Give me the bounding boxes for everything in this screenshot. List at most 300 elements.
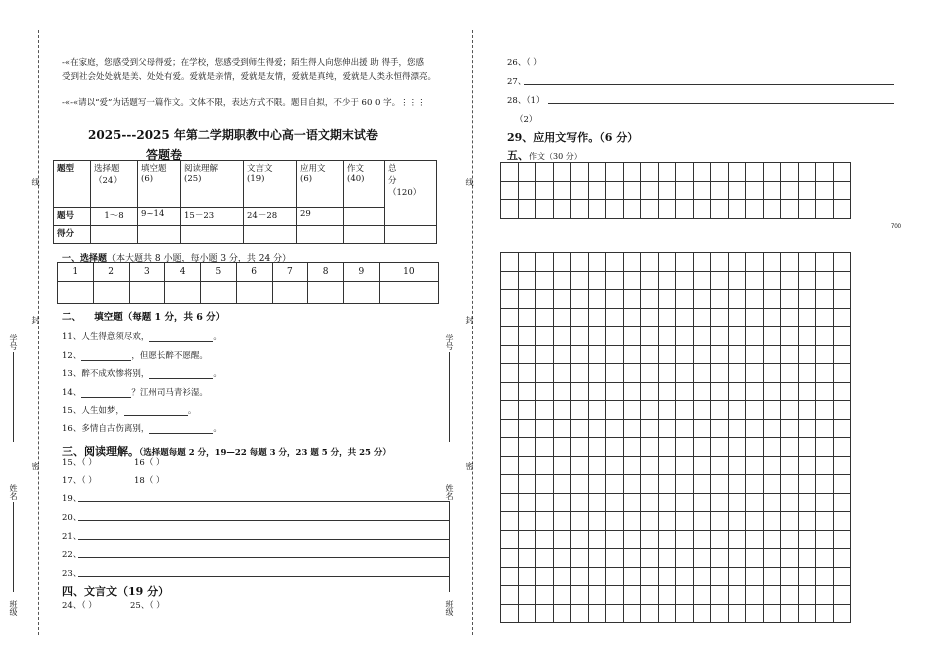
grid-cell[interactable]: [518, 271, 536, 290]
grid-cell[interactable]: [588, 327, 606, 346]
grid-cell[interactable]: [518, 567, 536, 586]
grid-cell[interactable]: [606, 456, 624, 475]
grid-cell[interactable]: [693, 586, 711, 605]
grid-cell[interactable]: [693, 308, 711, 327]
grid-cell[interactable]: [693, 567, 711, 586]
grid-cell[interactable]: [641, 290, 659, 309]
answer-line-22[interactable]: [78, 557, 450, 558]
grid-cell[interactable]: [553, 419, 571, 438]
grid-cell[interactable]: [833, 364, 851, 383]
grid-cell[interactable]: [606, 345, 624, 364]
grid-cell[interactable]: [676, 401, 694, 420]
grid-cell[interactable]: [763, 475, 781, 494]
answer-line-19[interactable]: [78, 501, 450, 502]
grid-cell[interactable]: [798, 493, 816, 512]
grid-cell[interactable]: [518, 604, 536, 623]
grid-cell[interactable]: [518, 493, 536, 512]
grid-cell[interactable]: [781, 512, 799, 531]
grid-cell[interactable]: [711, 475, 729, 494]
grid-cell[interactable]: [833, 401, 851, 420]
q17[interactable]: 17、（ ）: [62, 476, 97, 486]
grid-cell[interactable]: [798, 567, 816, 586]
grid-cell[interactable]: [641, 382, 659, 401]
grid-cell[interactable]: [798, 327, 816, 346]
grid-cell[interactable]: [833, 419, 851, 438]
grid-cell[interactable]: [658, 290, 676, 309]
grid-cell[interactable]: [693, 419, 711, 438]
grid-cell[interactable]: [571, 181, 589, 200]
grid-cell[interactable]: [553, 512, 571, 531]
grid-cell[interactable]: [711, 604, 729, 623]
grid-cell[interactable]: [536, 271, 554, 290]
grid-cell[interactable]: [798, 181, 816, 200]
grid-cell[interactable]: [833, 181, 851, 200]
grid-cell[interactable]: [536, 438, 554, 457]
grid-cell[interactable]: [816, 308, 834, 327]
grid-cell[interactable]: [816, 200, 834, 219]
grid-cell[interactable]: [693, 438, 711, 457]
grid-cell[interactable]: [781, 364, 799, 383]
grid-cell[interactable]: [763, 438, 781, 457]
grid-cell[interactable]: [728, 604, 746, 623]
grid-cell[interactable]: [553, 456, 571, 475]
grid-cell[interactable]: [816, 419, 834, 438]
grid-cell[interactable]: [798, 382, 816, 401]
fill-blank[interactable]: [81, 352, 131, 361]
grid-cell[interactable]: [641, 512, 659, 531]
grid-cell[interactable]: [816, 475, 834, 494]
grid-cell[interactable]: [833, 530, 851, 549]
grid-cell[interactable]: [623, 200, 641, 219]
grid-cell[interactable]: [588, 253, 606, 272]
grid-cell[interactable]: [641, 493, 659, 512]
grid-cell[interactable]: [518, 364, 536, 383]
grid-cell[interactable]: [518, 327, 536, 346]
grid-cell[interactable]: [676, 549, 694, 568]
grid-cell[interactable]: [746, 382, 764, 401]
grid-cell[interactable]: [623, 586, 641, 605]
grid-cell[interactable]: [536, 530, 554, 549]
grid-cell[interactable]: [658, 271, 676, 290]
grid-cell[interactable]: [816, 290, 834, 309]
grid-cell[interactable]: [816, 345, 834, 364]
grid-cell[interactable]: [501, 401, 519, 420]
choice-answer-cell[interactable]: [344, 282, 380, 304]
grid-cell[interactable]: [816, 382, 834, 401]
grid-cell[interactable]: [693, 163, 711, 182]
grid-cell[interactable]: [763, 549, 781, 568]
grid-cell[interactable]: [658, 401, 676, 420]
grid-cell[interactable]: [693, 530, 711, 549]
score-cell[interactable]: [344, 226, 385, 244]
grid-cell[interactable]: [763, 290, 781, 309]
grid-cell[interactable]: [658, 567, 676, 586]
grid-cell[interactable]: [588, 438, 606, 457]
grid-cell[interactable]: [781, 253, 799, 272]
grid-cell[interactable]: [571, 290, 589, 309]
grid-cell[interactable]: [728, 271, 746, 290]
grid-cell[interactable]: [781, 290, 799, 309]
grid-cell[interactable]: [658, 438, 676, 457]
grid-cell[interactable]: [501, 200, 519, 219]
grid-cell[interactable]: [781, 345, 799, 364]
grid-cell[interactable]: [571, 530, 589, 549]
q25[interactable]: 25、（ ）: [130, 601, 165, 611]
grid-cell[interactable]: [518, 475, 536, 494]
grid-cell[interactable]: [728, 586, 746, 605]
grid-cell[interactable]: [658, 308, 676, 327]
grid-cell[interactable]: [658, 253, 676, 272]
grid-cell[interactable]: [658, 163, 676, 182]
fill-blank[interactable]: [124, 407, 188, 416]
grid-cell[interactable]: [588, 181, 606, 200]
grid-cell[interactable]: [676, 586, 694, 605]
grid-cell[interactable]: [798, 345, 816, 364]
grid-cell[interactable]: [746, 438, 764, 457]
grid-cell[interactable]: [588, 549, 606, 568]
grid-cell[interactable]: [711, 530, 729, 549]
grid-cell[interactable]: [553, 271, 571, 290]
grid-cell[interactable]: [501, 253, 519, 272]
grid-cell[interactable]: [571, 456, 589, 475]
grid-cell[interactable]: [816, 163, 834, 182]
grid-cell[interactable]: [518, 438, 536, 457]
grid-cell[interactable]: [501, 604, 519, 623]
grid-cell[interactable]: [553, 567, 571, 586]
grid-cell[interactable]: [781, 438, 799, 457]
grid-cell[interactable]: [693, 364, 711, 383]
grid-cell[interactable]: [728, 200, 746, 219]
grid-cell[interactable]: [501, 475, 519, 494]
grid-cell[interactable]: [623, 419, 641, 438]
grid-cell[interactable]: [641, 181, 659, 200]
grid-cell[interactable]: [623, 604, 641, 623]
score-cell[interactable]: [244, 226, 297, 244]
grid-cell[interactable]: [676, 271, 694, 290]
grid-cell[interactable]: [641, 253, 659, 272]
grid-cell[interactable]: [746, 290, 764, 309]
grid-cell[interactable]: [501, 456, 519, 475]
grid-cell[interactable]: [606, 271, 624, 290]
grid-cell[interactable]: [763, 200, 781, 219]
q18[interactable]: 18（ ）: [134, 476, 165, 486]
grid-cell[interactable]: [501, 163, 519, 182]
grid-cell[interactable]: [798, 419, 816, 438]
grid-cell[interactable]: [658, 493, 676, 512]
grid-cell[interactable]: [781, 493, 799, 512]
grid-cell[interactable]: [623, 345, 641, 364]
grid-cell[interactable]: [658, 512, 676, 531]
grid-cell[interactable]: [606, 253, 624, 272]
grid-cell[interactable]: [536, 163, 554, 182]
grid-cell[interactable]: [676, 475, 694, 494]
grid-cell[interactable]: [571, 567, 589, 586]
grid-cell[interactable]: [553, 401, 571, 420]
grid-cell[interactable]: [693, 512, 711, 531]
grid-cell[interactable]: [693, 200, 711, 219]
grid-cell[interactable]: [641, 549, 659, 568]
grid-cell[interactable]: [641, 401, 659, 420]
grid-cell[interactable]: [641, 586, 659, 605]
grid-cell[interactable]: [588, 586, 606, 605]
grid-cell[interactable]: [746, 271, 764, 290]
grid-cell[interactable]: [833, 345, 851, 364]
grid-cell[interactable]: [763, 345, 781, 364]
grid-cell[interactable]: [676, 456, 694, 475]
grid-cell[interactable]: [536, 567, 554, 586]
grid-cell[interactable]: [781, 401, 799, 420]
grid-cell[interactable]: [641, 419, 659, 438]
grid-cell[interactable]: [711, 364, 729, 383]
grid-cell[interactable]: [728, 181, 746, 200]
grid-cell[interactable]: [781, 549, 799, 568]
grid-cell[interactable]: [798, 549, 816, 568]
grid-cell[interactable]: [711, 549, 729, 568]
grid-cell[interactable]: [728, 493, 746, 512]
grid-cell[interactable]: [518, 163, 536, 182]
grid-cell[interactable]: [693, 401, 711, 420]
grid-cell[interactable]: [641, 271, 659, 290]
grid-cell[interactable]: [536, 382, 554, 401]
grid-cell[interactable]: [588, 401, 606, 420]
grid-cell[interactable]: [798, 438, 816, 457]
grid-cell[interactable]: [728, 512, 746, 531]
grid-cell[interactable]: [571, 163, 589, 182]
grid-cell[interactable]: [763, 163, 781, 182]
grid-cell[interactable]: [816, 401, 834, 420]
grid-cell[interactable]: [798, 364, 816, 383]
grid-cell[interactable]: [606, 438, 624, 457]
grid-cell[interactable]: [711, 327, 729, 346]
grid-cell[interactable]: [571, 549, 589, 568]
grid-cell[interactable]: [641, 456, 659, 475]
grid-cell[interactable]: [501, 345, 519, 364]
grid-cell[interactable]: [676, 181, 694, 200]
grid-cell[interactable]: [518, 181, 536, 200]
grid-cell[interactable]: [536, 475, 554, 494]
grid-cell[interactable]: [641, 530, 659, 549]
grid-cell[interactable]: [833, 549, 851, 568]
grid-cell[interactable]: [746, 530, 764, 549]
grid-cell[interactable]: [571, 419, 589, 438]
grid-cell[interactable]: [781, 475, 799, 494]
grid-cell[interactable]: [693, 345, 711, 364]
grid-cell[interactable]: [623, 530, 641, 549]
grid-cell[interactable]: [833, 253, 851, 272]
grid-cell[interactable]: [746, 163, 764, 182]
grid-cell[interactable]: [763, 253, 781, 272]
choice-answer-cell[interactable]: [308, 282, 344, 304]
grid-cell[interactable]: [711, 163, 729, 182]
grid-cell[interactable]: [658, 200, 676, 219]
grid-cell[interactable]: [536, 512, 554, 531]
grid-cell[interactable]: [501, 181, 519, 200]
choice-answer-cell[interactable]: [129, 282, 165, 304]
grid-cell[interactable]: [571, 345, 589, 364]
choice-answer-cell[interactable]: [379, 282, 438, 304]
grid-cell[interactable]: [746, 308, 764, 327]
grid-cell[interactable]: [728, 308, 746, 327]
grid-cell[interactable]: [763, 530, 781, 549]
grid-cell[interactable]: [816, 327, 834, 346]
grid-cell[interactable]: [658, 345, 676, 364]
grid-cell[interactable]: [781, 308, 799, 327]
grid-cell[interactable]: [816, 549, 834, 568]
grid-cell[interactable]: [816, 181, 834, 200]
grid-cell[interactable]: [571, 253, 589, 272]
choice-answer-cell[interactable]: [272, 282, 308, 304]
grid-cell[interactable]: [501, 586, 519, 605]
grid-cell[interactable]: [833, 290, 851, 309]
grid-cell[interactable]: [798, 290, 816, 309]
grid-cell[interactable]: [571, 364, 589, 383]
grid-cell[interactable]: [728, 345, 746, 364]
grid-cell[interactable]: [711, 567, 729, 586]
grid-cell[interactable]: [501, 382, 519, 401]
grid-cell[interactable]: [676, 327, 694, 346]
answer-line-21[interactable]: [78, 539, 450, 540]
grid-cell[interactable]: [798, 163, 816, 182]
grid-cell[interactable]: [571, 401, 589, 420]
grid-cell[interactable]: [623, 364, 641, 383]
grid-cell[interactable]: [518, 290, 536, 309]
grid-cell[interactable]: [518, 530, 536, 549]
grid-cell[interactable]: [623, 401, 641, 420]
choice-answer-cell[interactable]: [236, 282, 272, 304]
grid-cell[interactable]: [781, 604, 799, 623]
grid-cell[interactable]: [798, 401, 816, 420]
grid-cell[interactable]: [553, 290, 571, 309]
fill-blank[interactable]: [81, 389, 131, 398]
grid-cell[interactable]: [606, 382, 624, 401]
grid-cell[interactable]: [606, 200, 624, 219]
grid-cell[interactable]: [571, 200, 589, 219]
answer-line-27[interactable]: [524, 84, 894, 85]
grid-cell[interactable]: [623, 327, 641, 346]
grid-cell[interactable]: [536, 419, 554, 438]
score-cell[interactable]: [385, 226, 437, 244]
grid-cell[interactable]: [746, 475, 764, 494]
grid-cell[interactable]: [693, 493, 711, 512]
grid-cell[interactable]: [623, 438, 641, 457]
grid-cell[interactable]: [693, 327, 711, 346]
grid-cell[interactable]: [676, 308, 694, 327]
grid-cell[interactable]: [728, 253, 746, 272]
grid-cell[interactable]: [798, 475, 816, 494]
grid-cell[interactable]: [781, 271, 799, 290]
grid-cell[interactable]: [798, 512, 816, 531]
grid-cell[interactable]: [816, 586, 834, 605]
answer-line-20[interactable]: [78, 520, 450, 521]
grid-cell[interactable]: [833, 475, 851, 494]
grid-cell[interactable]: [816, 530, 834, 549]
grid-cell[interactable]: [693, 290, 711, 309]
grid-cell[interactable]: [588, 512, 606, 531]
score-cell[interactable]: [297, 226, 344, 244]
grid-cell[interactable]: [606, 419, 624, 438]
grid-cell[interactable]: [833, 327, 851, 346]
grid-cell[interactable]: [746, 493, 764, 512]
grid-cell[interactable]: [623, 308, 641, 327]
grid-cell[interactable]: [728, 438, 746, 457]
grid-cell[interactable]: [676, 253, 694, 272]
grid-cell[interactable]: [606, 586, 624, 605]
grid-cell[interactable]: [711, 200, 729, 219]
grid-cell[interactable]: [833, 493, 851, 512]
grid-cell[interactable]: [606, 181, 624, 200]
grid-cell[interactable]: [728, 475, 746, 494]
grid-cell[interactable]: [571, 586, 589, 605]
grid-cell[interactable]: [816, 438, 834, 457]
grid-cell[interactable]: [606, 327, 624, 346]
grid-cell[interactable]: [833, 200, 851, 219]
grid-cell[interactable]: [711, 438, 729, 457]
grid-cell[interactable]: [536, 604, 554, 623]
grid-cell[interactable]: [763, 271, 781, 290]
grid-cell[interactable]: [728, 567, 746, 586]
grid-cell[interactable]: [571, 327, 589, 346]
grid-cell[interactable]: [816, 253, 834, 272]
grid-cell[interactable]: [553, 604, 571, 623]
grid-cell[interactable]: [746, 345, 764, 364]
grid-cell[interactable]: [518, 382, 536, 401]
grid-cell[interactable]: [781, 419, 799, 438]
choice-answer-cell[interactable]: [93, 282, 129, 304]
grid-cell[interactable]: [518, 401, 536, 420]
grid-cell[interactable]: [676, 163, 694, 182]
grid-cell[interactable]: [798, 586, 816, 605]
grid-cell[interactable]: [501, 567, 519, 586]
grid-cell[interactable]: [623, 382, 641, 401]
choice-answer-cell[interactable]: [201, 282, 237, 304]
grid-cell[interactable]: [676, 382, 694, 401]
grid-cell[interactable]: [501, 438, 519, 457]
grid-cell[interactable]: [623, 493, 641, 512]
grid-cell[interactable]: [553, 549, 571, 568]
grid-cell[interactable]: [693, 604, 711, 623]
grid-cell[interactable]: [518, 345, 536, 364]
grid-cell[interactable]: [676, 290, 694, 309]
grid-cell[interactable]: [553, 345, 571, 364]
grid-cell[interactable]: [588, 271, 606, 290]
grid-cell[interactable]: [658, 475, 676, 494]
grid-cell[interactable]: [833, 271, 851, 290]
grid-cell[interactable]: [763, 604, 781, 623]
grid-cell[interactable]: [501, 290, 519, 309]
grid-cell[interactable]: [833, 567, 851, 586]
grid-cell[interactable]: [833, 382, 851, 401]
grid-cell[interactable]: [711, 382, 729, 401]
grid-cell[interactable]: [711, 586, 729, 605]
grid-cell[interactable]: [746, 364, 764, 383]
grid-cell[interactable]: [833, 163, 851, 182]
grid-cell[interactable]: [518, 456, 536, 475]
grid-cell[interactable]: [606, 512, 624, 531]
grid-cell[interactable]: [676, 345, 694, 364]
grid-cell[interactable]: [693, 271, 711, 290]
grid-cell[interactable]: [588, 456, 606, 475]
grid-cell[interactable]: [833, 438, 851, 457]
grid-cell[interactable]: [553, 327, 571, 346]
grid-cell[interactable]: [536, 200, 554, 219]
grid-cell[interactable]: [763, 567, 781, 586]
grid-cell[interactable]: [501, 549, 519, 568]
grid-cell[interactable]: [571, 604, 589, 623]
grid-cell[interactable]: [536, 327, 554, 346]
grid-cell[interactable]: [816, 456, 834, 475]
grid-cell[interactable]: [641, 438, 659, 457]
grid-cell[interactable]: [658, 586, 676, 605]
